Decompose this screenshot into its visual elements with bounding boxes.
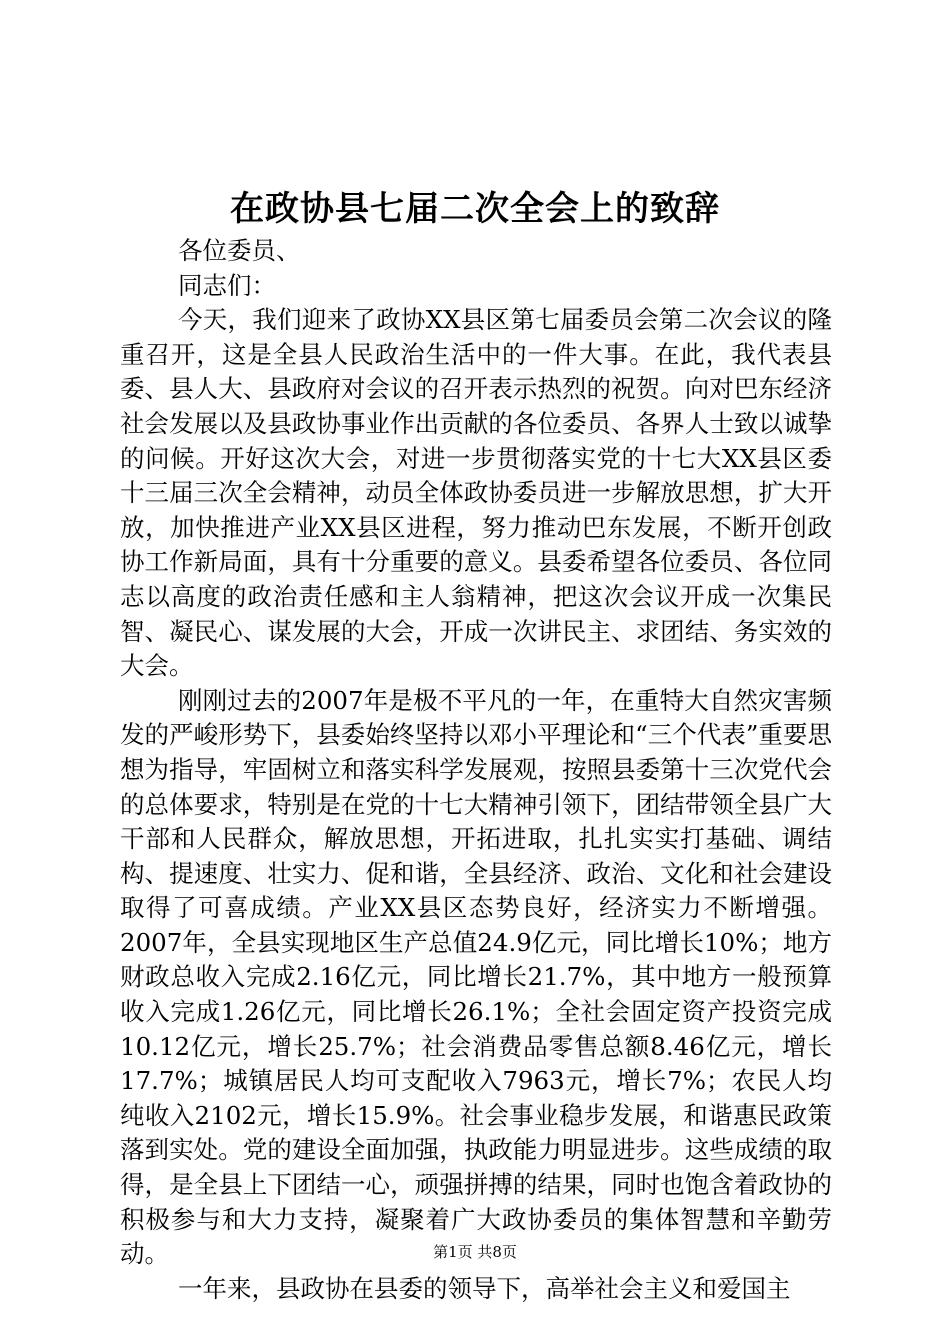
salutation-line: 同志们：: [178, 270, 276, 300]
body-paragraph: 今天，我们迎来了政协XX县区第七届委员会第二次会议的隆重召开，这是全县人民政治生活中的一件大事。在此，我代表县委、县人大、县政府对会议的召开表示热烈的祝贺。向对巴东经济社会发展以及县政协事业作出贡献的各位委员、各界人士致以诚挚的问候。开好这次大会，对进一步贯彻落实党的十七大XX县区委十三届三次全会精神，动员全体政协委员进一步解放思想，扩大开放，加快推进产业XX县区进程，努力推动巴东发展，不断开创政协工作新局面，具有十分重要的意义。县委希望各位委员、各位同志以高度的政治责任感和主人翁精神，把这次会议开成一次集民智、凝民心、谋发展的大会，开成一次讲民主、求团结、务实效的大会。: [120, 305, 832, 681]
document-title: 在政协县七届二次全会上的致辞: [230, 189, 720, 229]
body-paragraph: 刚刚过去的2007年是极不平凡的一年，在重特大自然灾害频发的严峻形势下，县委始终坚持以邓小平理论和“三个代表”重要思想为指导，牢固树立和落实科学发展观，按照县委第十三次党代会的总体要求，特别是在党的十七大精神引领下，团结带领全县广大干部和人民群众，解放思想，开拓进取，扎扎实实打基础、调结构、提速度、壮实力、促和谐，全县经济、政治、文化和社会建设取得了可喜成绩。产业XX县区态势良好，经济实力不断增强。2007年，全县实现地区生产总值24.9亿元，同比增长10%；地方财政总收入完成2.16亿元，同比增长21.7%，其中地方一般预算收入完成1.26亿元，同比增长26.1%；全社会固定资产投资完成10.12亿元，增长25.7%；社会消费品零售总额8.46亿元，增长17.7%；城镇居民人均可支配收入7963元，增长7%；农民人均纯收入2102元，增长15.9%。社会事业稳步发展，和谐惠民政策落到实处。党的建设全面加强，执政能力明显进步。这些成绩的取得，是全县上下团结一心，顽强拼搏的结果，同时也饱含着政协的积极参与和大力支持，凝聚着广大政协委员的集体智慧和辛勤劳动。: [120, 685, 832, 1269]
body-paragraph: 一年来，县政协在县委的领导下，高举社会主义和爱国主: [178, 1273, 791, 1303]
page-footer: 第1页 共8页: [433, 1243, 517, 1261]
salutation-line: 各位委员、: [178, 236, 301, 265]
document-body: [120, 234, 832, 1306]
